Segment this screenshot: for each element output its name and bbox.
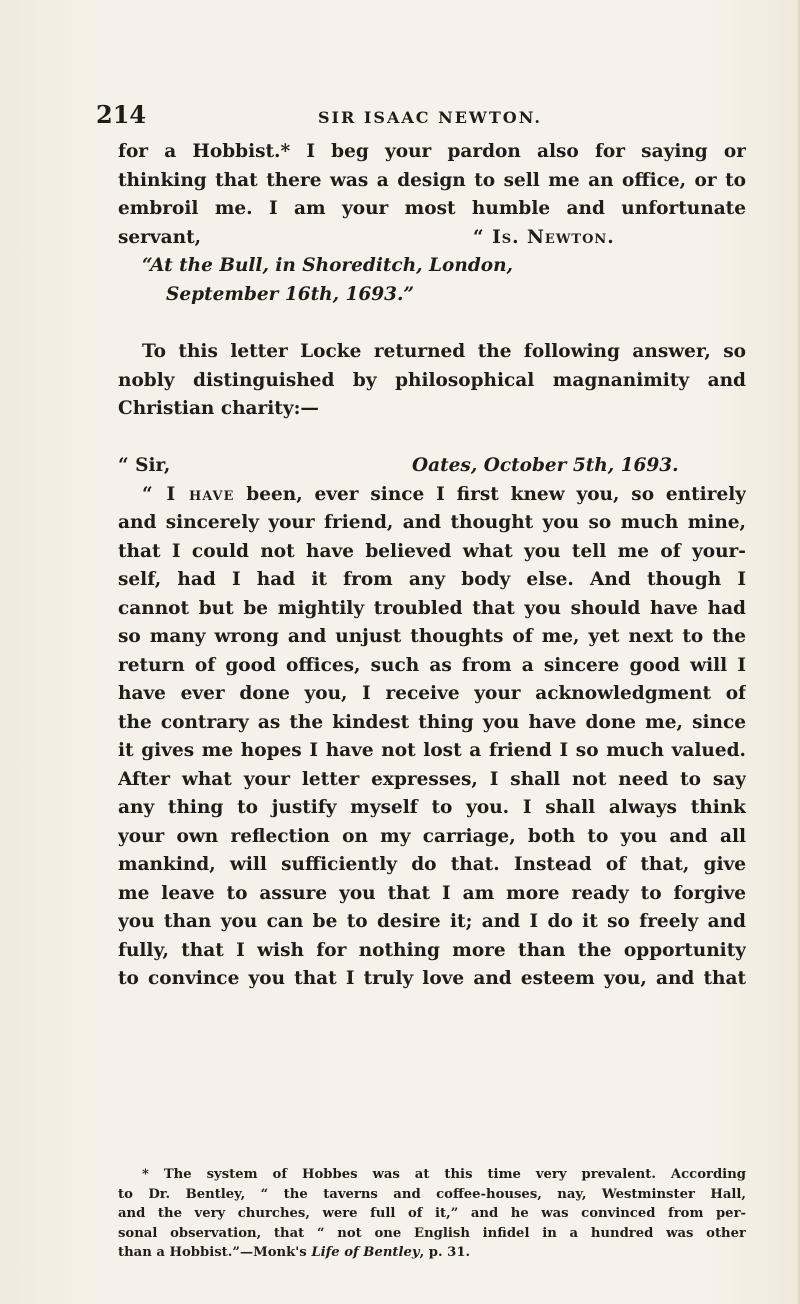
text-line — [118, 481, 746, 510]
running-head: SIR ISAAC NEWTON. — [318, 108, 542, 127]
page-number: 214 — [96, 100, 147, 129]
text-line: me leave to assure you that I am more ready to forgive — [118, 882, 746, 904]
footnote-book-title: Life of Bentley — [311, 1245, 420, 1260]
footnote-line: sonal observation, that “ not one English infidel in a hundred was other — [118, 1225, 746, 1241]
text-line: so many wrong and unjust thoughts of me, yet next to the — [118, 626, 746, 647]
page-edge-shadow — [796, 0, 800, 1304]
salutation: “ Sir, — [118, 455, 171, 476]
footnote — [118, 1165, 746, 1263]
dropped-lead: “ I have — [142, 483, 235, 505]
footnote-line: to Dr. Bentley, “ the taverns and coffee-houses, nay, Westminster Hall, — [118, 1186, 746, 1202]
footnote-last-line — [118, 1243, 746, 1263]
footnote-line: * The system of Hobbes was at this time very prevalent. According — [142, 1167, 746, 1182]
text-line: have ever done you, I receive your acknowledgment of — [118, 683, 746, 704]
footnote-prefix: than a Hobbist.”—Monk's — [118, 1245, 312, 1260]
text-line: After what your letter expresses, I shall not need to say — [118, 768, 746, 790]
text-line: to convince you that I truly love and esteem you, and that — [118, 968, 746, 989]
text-line: Christian charity:— — [118, 398, 319, 419]
text-line: that I could not have believed what you tell me of your- — [118, 540, 746, 562]
text-line: you than you can be to desire it; and I do it so freely and — [118, 911, 746, 932]
text-line: return of good offices, such as from a sincere good will I — [118, 654, 746, 676]
text-line: To this letter Locke returned the following answer, so — [142, 341, 746, 362]
text-line: any thing to justify myself to you. I shall always think — [118, 797, 746, 818]
text-line: the contrary as the kindest thing you have done me, since — [118, 711, 746, 733]
footnote-suffix: , p. 31. — [419, 1245, 471, 1260]
servant-line — [118, 224, 746, 253]
first-line-rest: been, ever since I first knew you, so entirely — [234, 483, 746, 505]
text-line: fully, that I wish for nothing more than the opportunity — [118, 939, 746, 961]
footnote-line: and the very churches, were full of it,” and he was convinced from per- — [118, 1206, 746, 1221]
text-line: cannot but be mightily troubled that you should have had — [118, 597, 746, 619]
reply-dateline: Oates, October 5th, 1693. — [412, 455, 679, 476]
servant-word: servant, — [118, 226, 202, 248]
text-line: thinking that there was a design to sell me an office, or to — [118, 169, 746, 191]
text-line: your own reflection on my carriage, both to you and all — [118, 825, 746, 847]
locke-reply — [118, 452, 746, 994]
text-line: mankind, will sufficiently do that. Instead of that, give — [118, 854, 746, 875]
signature: “ Is. Newton. — [473, 226, 615, 248]
text-line: it gives me hopes I have not lost a friend I so much valued. — [118, 740, 746, 761]
text-line: embroil me. I am your most humble and unfortunate — [118, 198, 746, 219]
salutation-line — [118, 452, 746, 481]
letter-place: “At the Bull, in Shoreditch, London, — [142, 255, 513, 276]
text-line: for a Hobbist.* I beg your pardon also for saying or — [118, 141, 746, 162]
intro-paragraph — [118, 338, 746, 424]
letter-date: September 16th, 1693.” — [166, 283, 415, 305]
text-line: and sincerely your friend, and thought you so much mine, — [118, 512, 746, 533]
text-line: self, had I had it from any body else. And though I — [118, 569, 746, 590]
letter-end — [118, 138, 746, 309]
text-line: nobly distinguished by philosophical magnanimity and — [118, 369, 746, 391]
